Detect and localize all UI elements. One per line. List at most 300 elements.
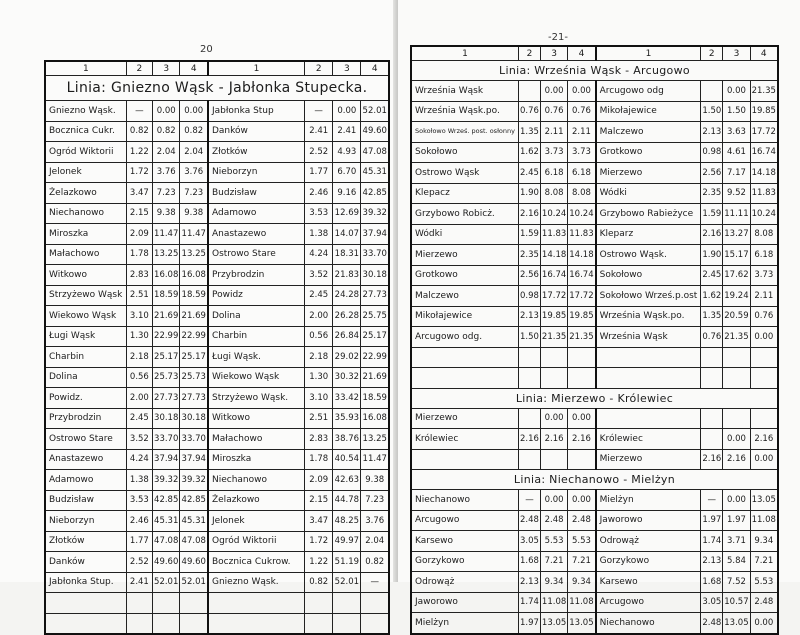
total-km: 7.23: [180, 183, 208, 204]
station-name: [208, 593, 305, 614]
segment-km: 1.22: [305, 552, 333, 573]
station-name: Jelonek: [208, 511, 305, 532]
segment-km: 1.74: [701, 531, 723, 552]
total-km: 25.17: [180, 347, 208, 368]
total-km: 49.60: [361, 121, 389, 142]
cumulative-km: 11.11: [723, 204, 750, 225]
segment-km: 3.05: [518, 531, 540, 552]
table-row: [45, 326, 389, 347]
cumulative-km: 0.00: [723, 81, 750, 102]
table-row: [411, 245, 778, 266]
cumulative-km: 11.47: [152, 224, 180, 245]
line-title: Linia: Września Wąsk - Arcugowo: [411, 61, 778, 81]
station-name: Września Wąsk.po.: [596, 306, 701, 327]
total-km: 42.85: [361, 183, 389, 204]
segment-km: 1.68: [701, 572, 723, 593]
cumulative-km: 11.08: [540, 592, 567, 613]
blank-cell: [540, 368, 567, 389]
total-km: 9.38: [361, 470, 389, 491]
segment-km: 1.62: [701, 286, 723, 307]
column-header-row: [45, 61, 389, 76]
line-title-row: [411, 470, 778, 490]
column-header: 4: [180, 61, 208, 76]
segment-km: 2.45: [305, 285, 333, 306]
segment-km: [518, 408, 540, 429]
total-km: 7.23: [361, 490, 389, 511]
segment-km: 2.13: [701, 122, 723, 143]
cumulative-km: 9.16: [333, 183, 361, 204]
total-km: 17.72: [568, 286, 596, 307]
segment-km: 1.68: [518, 551, 540, 572]
cumulative-km: 13.27: [723, 224, 750, 245]
station-name: Sokołowo Wrześ. post. osłonny: [411, 122, 518, 143]
total-km: 9.34: [568, 572, 596, 593]
total-km: 5.53: [568, 531, 596, 552]
station-name: Miroszka: [45, 224, 126, 245]
table-row: [45, 388, 389, 409]
segment-km: —: [701, 490, 723, 511]
cumulative-km: 26.28: [333, 306, 361, 327]
cumulative-km: 7.23: [152, 183, 180, 204]
segment-km: 2.51: [126, 285, 152, 306]
cumulative-km: 20.59: [723, 306, 750, 327]
table-row: [411, 286, 778, 307]
station-name: Sokołowo: [411, 142, 518, 163]
cumulative-km: 13.05: [723, 613, 750, 634]
cumulative-km: 4.61: [723, 142, 750, 163]
segment-km: 4.24: [305, 244, 333, 265]
total-km: 0.00: [750, 613, 778, 634]
total-km: 8.08: [750, 224, 778, 245]
station-name: Karsewo: [596, 572, 701, 593]
total-km: 17.72: [750, 122, 778, 143]
segment-km: 1.62: [518, 142, 540, 163]
cumulative-km: [723, 408, 750, 429]
segment-km: 2.16: [518, 204, 540, 225]
cumulative-km: 33.42: [333, 388, 361, 409]
cumulative-km: 0.82: [152, 121, 180, 142]
cumulative-km: 51.19: [333, 552, 361, 573]
station-name: Bocznica Cukr.: [45, 121, 126, 142]
line-title-row: [411, 388, 778, 408]
total-km: 37.94: [180, 449, 208, 470]
segment-km: —: [126, 101, 152, 122]
column-header: 3: [540, 46, 567, 61]
station-name: Września Wąsk: [596, 327, 701, 348]
total-km: 33.70: [180, 429, 208, 450]
cumulative-km: 22.99: [152, 326, 180, 347]
line-title-row: [411, 61, 778, 81]
station-name: Malczewo: [411, 286, 518, 307]
station-name: Danków: [208, 121, 305, 142]
station-name: Żelazkowo: [45, 183, 126, 204]
total-km: 39.32: [180, 470, 208, 491]
station-name: Mierzewo: [596, 163, 701, 184]
cumulative-km: [333, 593, 361, 614]
cumulative-km: 19.85: [540, 306, 567, 327]
station-name: Mikołajewice: [411, 306, 518, 327]
total-km: 22.99: [180, 326, 208, 347]
station-name: Królewiec: [596, 429, 701, 450]
cumulative-km: 29.02: [333, 347, 361, 368]
cumulative-km: 10.57: [723, 592, 750, 613]
cumulative-km: 0.00: [152, 101, 180, 122]
cumulative-km: 7.21: [540, 551, 567, 572]
segment-km: 1.38: [126, 470, 152, 491]
cumulative-km: 2.16: [723, 449, 750, 470]
station-name: Mierzewo: [596, 449, 701, 470]
total-km: 13.25: [180, 244, 208, 265]
blank-row: [411, 347, 778, 368]
station-name: Malczewo: [596, 122, 701, 143]
total-km: 0.00: [750, 449, 778, 470]
station-name: Odrowąż: [411, 572, 518, 593]
cumulative-km: 21.35: [723, 327, 750, 348]
total-km: 13.05: [750, 490, 778, 511]
column-header: 2: [701, 46, 723, 61]
segment-km: 2.35: [701, 183, 723, 204]
table-row: [411, 551, 778, 572]
table-row: [45, 347, 389, 368]
column-header-row: [411, 46, 778, 61]
station-name: Anastazewo: [45, 449, 126, 470]
segment-km: 2.18: [126, 347, 152, 368]
station-name: Złotków: [45, 531, 126, 552]
cumulative-km: 14.07: [333, 224, 361, 245]
segment-km: 0.82: [126, 121, 152, 142]
total-km: 2.48: [750, 592, 778, 613]
blank-row: [411, 368, 778, 389]
cumulative-km: 48.25: [333, 511, 361, 532]
column-header: 2: [126, 61, 152, 76]
cumulative-km: 0.00: [723, 490, 750, 511]
table-row: [45, 285, 389, 306]
station-name: Nieborzyn: [45, 511, 126, 532]
segment-km: —: [518, 490, 540, 511]
segment-km: 1.72: [305, 531, 333, 552]
station-name: Małachowo: [45, 244, 126, 265]
station-name: [45, 593, 126, 614]
total-km: 7.21: [568, 551, 596, 572]
station-name: Ostrowo Wąsk: [411, 163, 518, 184]
table-row: [411, 163, 778, 184]
segment-km: 2.13: [518, 572, 540, 593]
column-header: 4: [361, 61, 389, 76]
cumulative-km: 3.63: [723, 122, 750, 143]
segment-km: 2.09: [126, 224, 152, 245]
table-row: [45, 429, 389, 450]
table-row: [411, 592, 778, 613]
table-row: [45, 183, 389, 204]
total-km: 30.18: [180, 408, 208, 429]
blank-cell: [750, 368, 778, 389]
column-header: 1: [411, 46, 518, 61]
total-km: 13.25: [361, 429, 389, 450]
total-km: 3.73: [750, 265, 778, 286]
blank-cell: [518, 347, 540, 368]
station-name: Arcugowo: [596, 592, 701, 613]
segment-km: 2.46: [305, 183, 333, 204]
cumulative-km: 33.70: [152, 429, 180, 450]
segment-km: 1.74: [518, 592, 540, 613]
column-header: 1: [45, 61, 126, 76]
segment-km: 1.22: [126, 142, 152, 163]
total-km: 33.70: [361, 244, 389, 265]
station-name: Mikołajewice: [596, 101, 701, 122]
station-name: Danków: [45, 552, 126, 573]
table-row: [45, 142, 389, 163]
cumulative-km: 7.52: [723, 572, 750, 593]
station-name: Jabłonka Stup: [208, 101, 305, 122]
segment-km: 0.76: [518, 101, 540, 122]
table-row: [411, 429, 778, 450]
segment-km: 2.18: [305, 347, 333, 368]
segment-km: 2.48: [701, 613, 723, 634]
cumulative-km: 19.24: [723, 286, 750, 307]
total-km: 0.00: [568, 81, 596, 102]
total-km: 2.04: [180, 142, 208, 163]
cumulative-km: 5.53: [540, 531, 567, 552]
segment-km: 2.56: [518, 265, 540, 286]
segment-km: 1.77: [305, 162, 333, 183]
table-row: [45, 101, 389, 122]
table-row: [45, 572, 389, 593]
station-name: [411, 449, 518, 470]
cumulative-km: 8.08: [540, 183, 567, 204]
total-km: 45.31: [361, 162, 389, 183]
total-km: 0.00: [180, 101, 208, 122]
total-km: 16.08: [361, 408, 389, 429]
segment-km: 1.30: [126, 326, 152, 347]
station-name: Dolina: [208, 306, 305, 327]
total-km: 9.38: [180, 203, 208, 224]
station-name: [45, 613, 126, 634]
table-row: [411, 327, 778, 348]
total-km: 52.01: [180, 572, 208, 593]
station-name: Arcugowo: [411, 510, 518, 531]
cumulative-km: 21.69: [152, 306, 180, 327]
segment-km: 4.24: [126, 449, 152, 470]
cumulative-km: 38.76: [333, 429, 361, 450]
cumulative-km: 12.69: [333, 203, 361, 224]
station-name: Przybrodzin: [208, 265, 305, 286]
segment-km: 3.52: [305, 265, 333, 286]
cumulative-km: 37.94: [152, 449, 180, 470]
total-km: 0.00: [568, 408, 596, 429]
blank-cell: [411, 347, 518, 368]
segment-km: 2.09: [305, 470, 333, 491]
column-header: 4: [568, 46, 596, 61]
total-km: [361, 613, 389, 634]
segment-km: 2.45: [701, 265, 723, 286]
total-km: 10.24: [568, 204, 596, 225]
total-km: 0.00: [750, 327, 778, 348]
segment-km: 1.59: [701, 204, 723, 225]
station-name: Jaworowo: [596, 510, 701, 531]
cumulative-km: [152, 593, 180, 614]
station-name: Sokołowo Wrześ.p.ost: [596, 286, 701, 307]
total-km: 19.85: [750, 101, 778, 122]
station-name: Jabłonka Stup.: [45, 572, 126, 593]
cumulative-km: 45.31: [152, 511, 180, 532]
cumulative-km: 10.24: [540, 204, 567, 225]
segment-km: 2.48: [518, 510, 540, 531]
segment-km: 2.41: [126, 572, 152, 593]
timetable-gniezno-jablonka: [44, 60, 390, 635]
table-row: [411, 510, 778, 531]
segment-km: [126, 613, 152, 634]
segment-km: 0.56: [126, 367, 152, 388]
station-name: Września Wąsk: [411, 81, 518, 102]
table-row: [45, 490, 389, 511]
table-row: [45, 531, 389, 552]
table-row: [411, 265, 778, 286]
segment-km: 1.90: [518, 183, 540, 204]
cumulative-km: 3.76: [152, 162, 180, 183]
segment-km: 1.59: [518, 224, 540, 245]
total-km: [361, 593, 389, 614]
segment-km: 2.13: [701, 551, 723, 572]
table-row: [411, 490, 778, 511]
cumulative-km: 7.17: [723, 163, 750, 184]
blank-cell: [701, 347, 723, 368]
segment-km: 3.47: [126, 183, 152, 204]
segment-km: [518, 81, 540, 102]
total-km: 39.32: [361, 203, 389, 224]
station-name: Mielżyn: [411, 613, 518, 634]
station-name: Adamowo: [45, 470, 126, 491]
segment-km: 3.10: [305, 388, 333, 409]
station-name: Ogród Wiktorii: [208, 531, 305, 552]
total-km: 21.35: [750, 81, 778, 102]
total-km: 16.74: [568, 265, 596, 286]
cumulative-km: 40.54: [333, 449, 361, 470]
segment-km: 1.78: [305, 449, 333, 470]
cumulative-km: [152, 613, 180, 634]
segment-km: [518, 449, 540, 470]
cumulative-km: 13.25: [152, 244, 180, 265]
cumulative-km: 9.34: [540, 572, 567, 593]
station-name: Mierzewo: [411, 245, 518, 266]
total-km: 52.01: [361, 101, 389, 122]
station-name: Witkowo: [208, 408, 305, 429]
segment-km: 3.53: [305, 203, 333, 224]
total-km: 11.83: [568, 224, 596, 245]
cumulative-km: 39.32: [152, 470, 180, 491]
segment-km: 1.97: [701, 510, 723, 531]
right-page: [398, 0, 800, 628]
segment-km: 2.16: [701, 449, 723, 470]
segment-km: 3.05: [701, 592, 723, 613]
segment-km: 2.52: [126, 552, 152, 573]
table-row: [45, 306, 389, 327]
total-km: 0.82: [361, 552, 389, 573]
segment-km: 0.76: [701, 327, 723, 348]
table-row: [411, 81, 778, 102]
segment-km: 3.10: [126, 306, 152, 327]
column-header: 1: [208, 61, 305, 76]
total-km: 21.35: [568, 327, 596, 348]
cumulative-km: 17.62: [723, 265, 750, 286]
station-name: Arcugowo odg.: [411, 327, 518, 348]
table-row: [411, 122, 778, 143]
station-name: Karsewo: [411, 531, 518, 552]
cumulative-km: 2.04: [152, 142, 180, 163]
segment-km: [305, 613, 333, 634]
segment-km: 2.83: [126, 265, 152, 286]
segment-km: [126, 593, 152, 614]
cumulative-km: 4.93: [333, 142, 361, 163]
segment-km: [305, 593, 333, 614]
cumulative-km: 1.97: [723, 510, 750, 531]
station-name: Września Wąsk.po.: [411, 101, 518, 122]
table-row: [45, 613, 389, 634]
segment-km: 2.83: [305, 429, 333, 450]
station-name: Witkowo: [45, 265, 126, 286]
station-name: Grotkowo: [596, 142, 701, 163]
station-name: Ostrowo Stare: [45, 429, 126, 450]
cumulative-km: 27.73: [152, 388, 180, 409]
segment-km: 2.45: [518, 163, 540, 184]
segment-km: 1.72: [126, 162, 152, 183]
column-header: 3: [333, 61, 361, 76]
station-name: Grotkowo: [411, 265, 518, 286]
segment-km: 2.52: [305, 142, 333, 163]
table-row: [411, 449, 778, 470]
total-km: 42.85: [180, 490, 208, 511]
cumulative-km: 2.41: [333, 121, 361, 142]
station-name: Budzisław: [208, 183, 305, 204]
cumulative-km: 26.84: [333, 326, 361, 347]
total-km: 8.08: [568, 183, 596, 204]
table-row: [411, 142, 778, 163]
station-name: Klepacz: [411, 183, 518, 204]
station-name: Wiekowo Wąsk: [45, 306, 126, 327]
segment-km: 2.15: [126, 203, 152, 224]
total-km: 10.24: [750, 204, 778, 225]
segment-km: 1.38: [305, 224, 333, 245]
cumulative-km: 3.71: [723, 531, 750, 552]
total-km: 2.48: [568, 510, 596, 531]
cumulative-km: 18.31: [333, 244, 361, 265]
total-km: 3.76: [361, 511, 389, 532]
blank-cell: [750, 347, 778, 368]
cumulative-km: 0.76: [540, 101, 567, 122]
total-km: 2.16: [750, 429, 778, 450]
station-name: [208, 613, 305, 634]
page-number: 20: [200, 44, 213, 55]
blank-cell: [568, 347, 596, 368]
cumulative-km: 25.73: [152, 367, 180, 388]
table-row: [45, 244, 389, 265]
segment-km: 0.82: [305, 572, 333, 593]
segment-km: 1.78: [126, 244, 152, 265]
cumulative-km: 15.17: [723, 245, 750, 266]
total-km: 47.08: [180, 531, 208, 552]
total-km: 19.85: [568, 306, 596, 327]
station-name: Kleparz: [596, 224, 701, 245]
blank-cell: [701, 368, 723, 389]
total-km: 6.18: [568, 163, 596, 184]
total-km: 0.82: [180, 121, 208, 142]
station-name: Wódki: [596, 183, 701, 204]
total-km: 0.00: [568, 490, 596, 511]
total-km: [180, 593, 208, 614]
station-name: Budzisław: [45, 490, 126, 511]
segment-km: [701, 81, 723, 102]
segment-km: 2.35: [518, 245, 540, 266]
station-name: Ostrowo Stare: [208, 244, 305, 265]
